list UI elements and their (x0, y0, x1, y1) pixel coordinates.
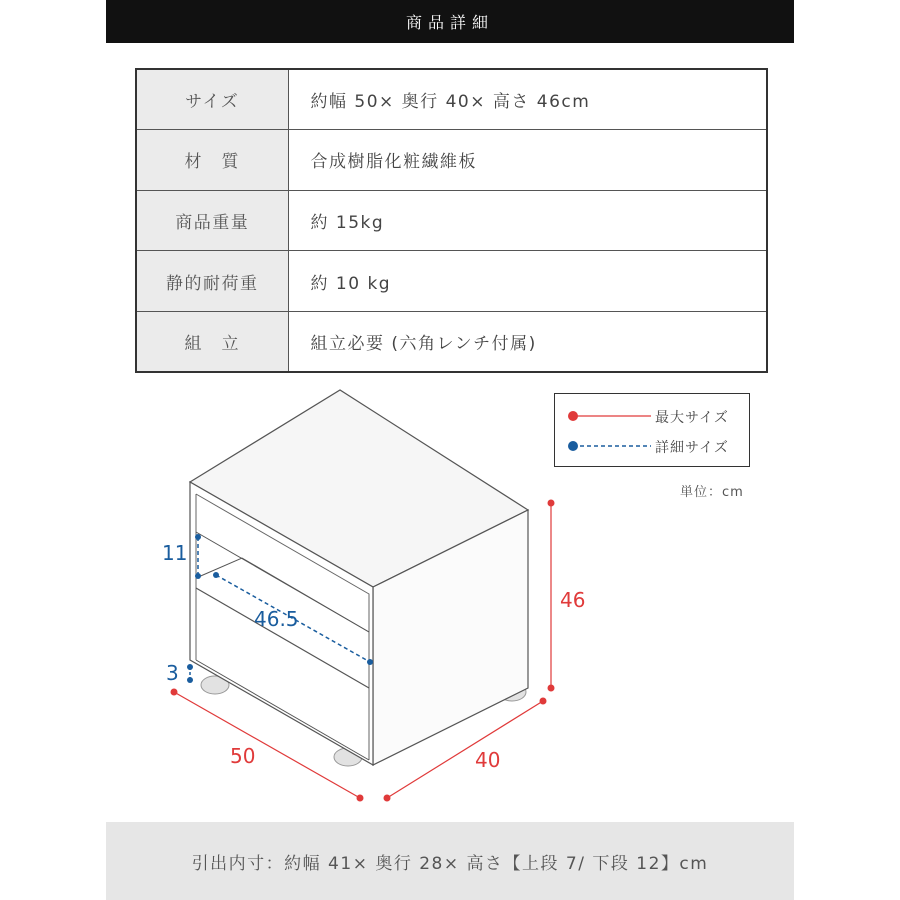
dim-label-drawer-height: 11 (162, 541, 188, 565)
detail-dim-dot (213, 572, 219, 578)
spec-value: 組立必要 (六角レンチ付属) (310, 333, 537, 354)
dim-label-height: 46 (560, 588, 586, 612)
max-dim-dot (384, 795, 391, 802)
max-dim-dot (540, 698, 547, 705)
spec-row-assembly (136, 311, 767, 372)
dim-label-bottom-gap: 3 (166, 661, 179, 685)
spec-row-weight (136, 190, 767, 251)
spec-label: 材 質 (136, 130, 288, 191)
spec-row-load (136, 251, 767, 312)
legend-item-max (555, 404, 749, 428)
spec-value: 約 10 kg (288, 251, 767, 312)
product-dimension-diagram (150, 380, 610, 810)
detail-dim-dot (195, 573, 201, 579)
spec-row-size (136, 69, 767, 130)
dim-label-depth: 40 (475, 748, 501, 772)
dim-label-width: 50 (230, 744, 256, 768)
blue-dashed-line-icon (565, 436, 651, 456)
drawer-inner-size (106, 822, 794, 900)
detail-dim-dot (187, 677, 193, 683)
max-dim-dot (548, 685, 555, 692)
unit-note: 単位：cm (680, 485, 744, 500)
detail-dim-dot (187, 664, 193, 670)
spec-value: 合成樹脂化粧繊維板 (288, 130, 767, 191)
legend (554, 393, 750, 467)
legend-item-detail (555, 434, 749, 458)
legend-label-detail: 詳細サイズ (655, 440, 729, 456)
dim-label-drawer-depth: 46.5 (254, 607, 299, 631)
legend-label-max: 最大サイズ (655, 410, 729, 426)
detail-dim-dot (195, 534, 201, 540)
spec-label: 組 立 (136, 311, 288, 372)
spec-label: 静的耐荷重 (136, 251, 288, 312)
spec-value: 約 15kg (288, 190, 767, 251)
max-dim-dot (357, 795, 364, 802)
spec-label: 商品重量 (136, 190, 288, 251)
detail-dim-dot (367, 659, 373, 665)
spec-row-material (136, 130, 767, 191)
section-header (106, 0, 794, 43)
max-dim-dot (548, 500, 555, 507)
red-line-icon (565, 406, 651, 426)
spec-value: 約幅 50× 奥行 40× 高さ 46cm (288, 69, 767, 130)
spec-label: サイズ (136, 69, 288, 130)
section-title: 商品詳細 (405, 13, 494, 32)
drawer-inner-size-text: 引出内寸：約幅 41× 奥行 28× 高さ【上段 7/ 下段 12】cm (191, 853, 709, 874)
max-dim-dot (171, 689, 178, 696)
spec-table (135, 68, 768, 373)
